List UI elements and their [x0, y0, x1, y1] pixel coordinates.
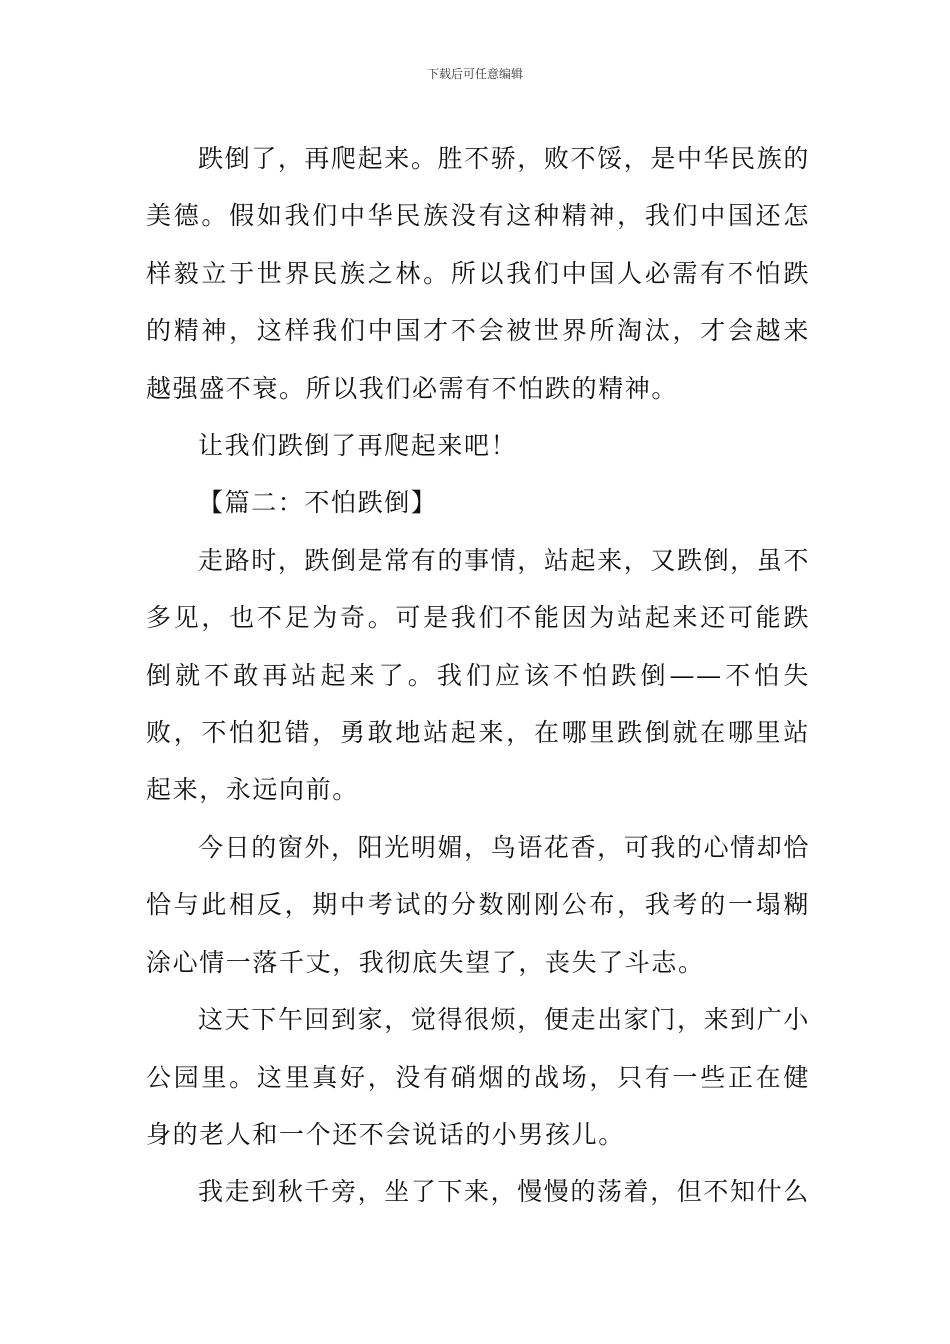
paragraph-6: 我走到秋千旁，坐了下来，慢慢的荡着，但不知什么 — [198, 1177, 810, 1207]
paragraph-5: 这天下午回到家，觉得很烦，便走出家门，来到广小公园里。这里真好，没有硝烟的战场，只有一些正在健身的老人和一个还不会说话的小男孩儿。 — [146, 1005, 810, 1149]
paragraph-3: 走路时，跌倒是常有的事情，站起来，又跌倒，虽不多见，也不足为奇。可是我们不能因为站起来还可能跌倒就不敢再站起来了。我们应该不怕跌倒——不怕失败，不怕犯错，勇敢地站起来，在哪里跌倒就在哪里站起来，永远向前。 — [146, 545, 810, 805]
section-heading: 【篇二：不怕跌倒】 — [198, 488, 438, 518]
paragraph-4: 今日的窗外，阳光明媚，鸟语花香，可我的心情却恰恰与此相反，期中考试的分数刚刚公布，我考的一塌糊涂心情一落千丈，我彻底失望了，丧失了斗志。 — [146, 832, 810, 977]
page-header: 下载后可任意编辑 — [426, 67, 523, 81]
paragraph-1: 跌倒了，再爬起来。胜不骄，败不馁，是中华民族的美德。假如我们中华民族没有这种精神，我们中国还怎样毅立于世界民族之林。所以我们中国人必需有不怕跌的精神，这样我们中国才不会被世界所淘汰，才会越来越强盛不衰。所以我们必需有不怕跌的精神。 — [146, 144, 810, 403]
document-body — [146, 130, 810, 1221]
paragraph-2: 让我们跌倒了再爬起来吧！ — [198, 431, 518, 461]
